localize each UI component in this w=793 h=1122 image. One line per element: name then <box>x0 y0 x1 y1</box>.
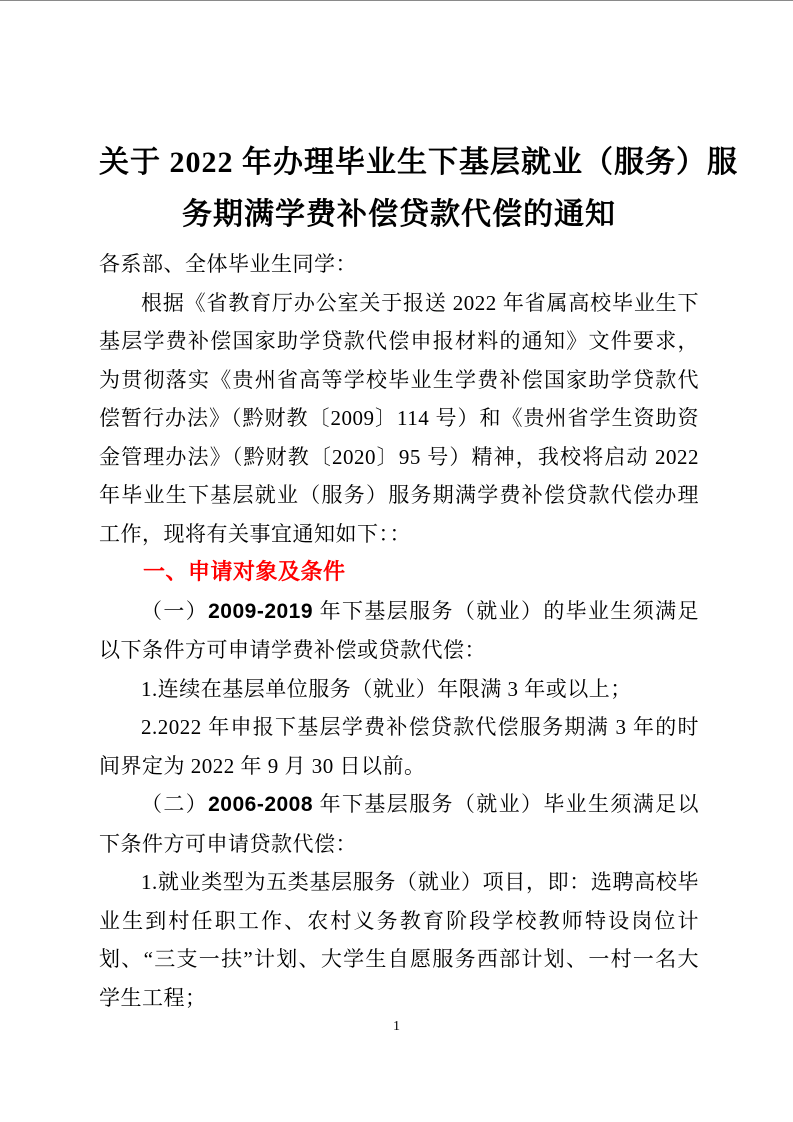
clause-2-year-range: 2006-2008 <box>208 793 314 816</box>
clause-1-year-range: 2009-2019 <box>208 599 314 623</box>
document-title-line-1: 关于 2022 年办理毕业生下基层就业（服务）服 <box>99 146 738 179</box>
document-content <box>99 137 738 1017</box>
document-title-line-2: 务期满学费补偿贷款代偿的通知 <box>182 198 616 231</box>
clause-1-item-1: 1.连续在基层单位服务（就业）年限满 3 年或以上； <box>141 676 632 701</box>
salutation-line: 各系部、全体毕业生同学： <box>99 252 357 276</box>
document-title <box>99 137 738 241</box>
clause-1-prefix: （一） <box>141 598 209 623</box>
section-heading-1: 一、申请对象及条件 <box>143 559 346 584</box>
clause-1-text: 年下基层服务（就业）的毕业生须满足以下条件方可申请学费补偿或贷款代偿： <box>99 598 700 662</box>
clause-2-paragraph <box>99 785 699 863</box>
clause-2-text: 年下基层服务（就业）毕业生须满足以下条件方可申请贷款代偿： <box>99 792 700 856</box>
clause-1-paragraph <box>99 592 699 670</box>
clause-2-item-1: 1.就业类型为五类基层服务（就业）项目，即：选聘高校毕业生到村任职工作、农村义务教育阶段学校教师特设岗位计划、“三支一扶”计划、大学生自愿服务西部计划、一村一名大学生工程； <box>99 870 699 1010</box>
clause-1-item-2: 2.2022 年申报下基层学费补偿贷款代偿服务期满 3 年的时间界定为 2022 年 9 月 30 日以前。 <box>99 715 699 778</box>
page-number: 1 <box>393 1019 400 1034</box>
clause-2-prefix: （二） <box>141 792 209 816</box>
intro-paragraph: 根据《省教育厅办公室关于报送 2022 年省属高校毕业生下基层学费补偿国家助学贷款代偿申报材料的通知》文件要求，为贯彻落实《贵州省高等学校毕业生学费补偿国家助学贷款代偿暂行办法》（黔财教〔2009〕114 号）和《贵州省学生资助资金管理办法》（黔财教〔2020〕95 号）精神，我校将启动 2022 年毕业生下基层就业（服务）服务期满学费补偿贷款代偿办理工作，现将有关事宜通知如下：： <box>99 290 699 546</box>
